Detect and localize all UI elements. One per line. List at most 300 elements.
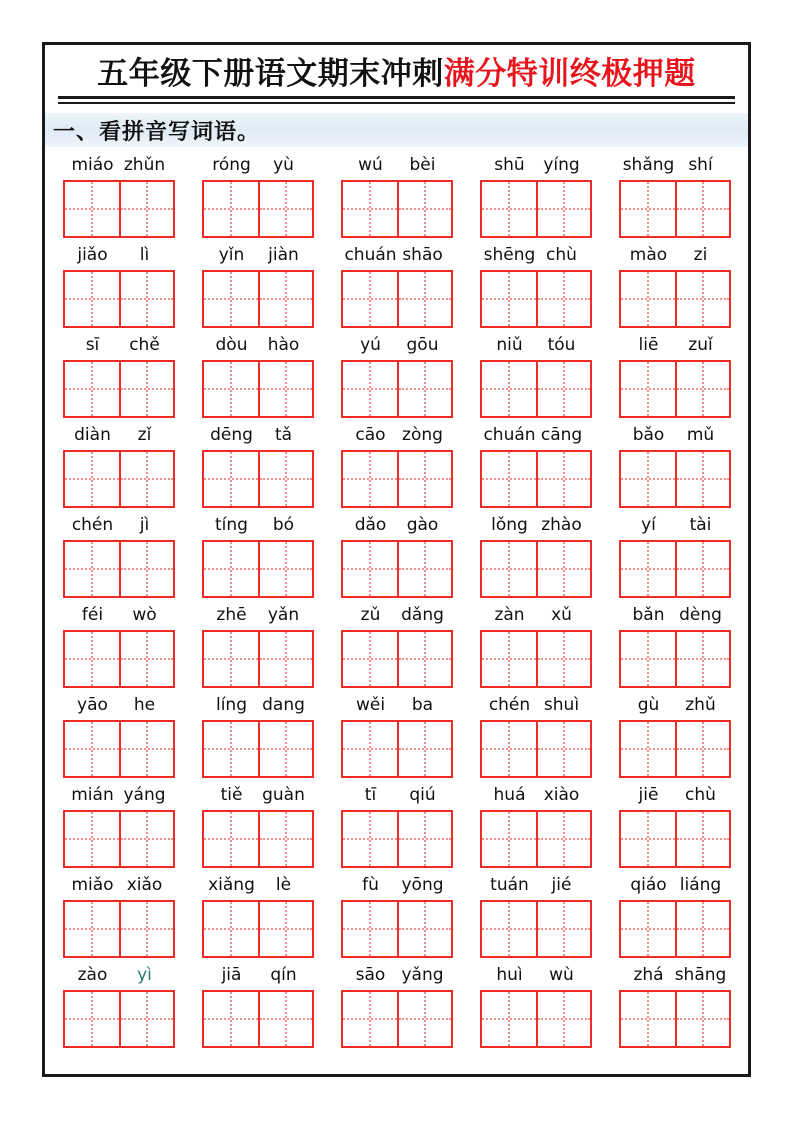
tianzige-cell[interactable] <box>119 722 173 776</box>
pinyin-label <box>616 422 734 450</box>
tianzige-cell[interactable] <box>675 272 729 326</box>
tianzige-box-pair[interactable] <box>63 990 175 1048</box>
tianzige-cell[interactable] <box>258 182 312 236</box>
pinyin-syllable-2: bó <box>272 515 295 535</box>
tianzige-box-pair[interactable] <box>619 720 731 778</box>
tianzige-cell[interactable] <box>204 272 258 326</box>
pinyin-syllable-1: bǎn <box>632 605 665 625</box>
pinyin-syllable-1: cāo <box>355 425 386 445</box>
tianzige-box-pair[interactable] <box>480 540 592 598</box>
pinyin-syllable-1: tuán <box>490 875 529 895</box>
pinyin-syllable-2: xiǎo <box>126 875 163 895</box>
pinyin-syllable-2: zhǔn <box>123 155 166 175</box>
word-cell <box>330 152 464 238</box>
pinyin-syllable-2: guàn <box>262 785 305 805</box>
tianzige-box-pair[interactable] <box>480 720 592 778</box>
pinyin-label <box>338 512 456 540</box>
word-cell <box>191 422 325 508</box>
tianzige-cell[interactable] <box>119 542 173 596</box>
word-cell <box>52 422 186 508</box>
tianzige-cell[interactable] <box>119 992 173 1046</box>
tianzige-cell[interactable] <box>536 542 590 596</box>
tianzige-cell[interactable] <box>482 452 536 506</box>
pinyin-syllable-2: yì <box>137 965 152 985</box>
tianzige-cell[interactable] <box>343 812 397 866</box>
tianzige-cell[interactable] <box>536 182 590 236</box>
tianzige-box-pair[interactable] <box>63 360 175 418</box>
pinyin-syllable-1: tíng <box>215 515 248 535</box>
word-cell <box>608 692 742 778</box>
pinyin-label <box>199 872 317 900</box>
tianzige-cell[interactable] <box>204 542 258 596</box>
pinyin-syllable-1: wú <box>358 155 383 175</box>
pinyin-syllable-1: yāo <box>77 695 108 715</box>
section-header-band <box>45 112 748 148</box>
tianzige-cell[interactable] <box>621 182 675 236</box>
tianzige-box-pair[interactable] <box>202 360 314 418</box>
tianzige-cell[interactable] <box>621 992 675 1046</box>
tianzige-cell[interactable] <box>675 902 729 956</box>
pinyin-syllable-2: qín <box>270 965 297 985</box>
pinyin-syllable-1: chén <box>71 515 114 535</box>
pinyin-label <box>60 782 178 810</box>
tianzige-box-pair[interactable] <box>341 810 453 868</box>
word-cell <box>191 152 325 238</box>
tianzige-cell[interactable] <box>397 722 451 776</box>
tianzige-box-pair[interactable] <box>341 900 453 958</box>
word-cell <box>469 872 603 958</box>
tianzige-cell[interactable] <box>621 632 675 686</box>
tianzige-cell[interactable] <box>397 362 451 416</box>
word-cell <box>330 962 464 1048</box>
tianzige-cell[interactable] <box>204 902 258 956</box>
tianzige-box-pair[interactable] <box>341 720 453 778</box>
tianzige-box-pair[interactable] <box>480 180 592 238</box>
tianzige-cell[interactable] <box>65 452 119 506</box>
tianzige-cell[interactable] <box>536 992 590 1046</box>
word-cell <box>469 332 603 418</box>
pinyin-syllable-2: shí <box>688 155 713 175</box>
tianzige-cell[interactable] <box>621 542 675 596</box>
tianzige-cell[interactable] <box>482 362 536 416</box>
tianzige-box-pair[interactable] <box>619 450 731 508</box>
tianzige-cell[interactable] <box>536 722 590 776</box>
word-cell <box>608 242 742 328</box>
pinyin-label <box>616 332 734 360</box>
grid-row <box>49 782 744 872</box>
worksheet-title <box>57 54 736 104</box>
tianzige-cell[interactable] <box>536 272 590 326</box>
pinyin-syllable-1: fù <box>362 875 379 895</box>
tianzige-cell[interactable] <box>397 992 451 1046</box>
pinyin-syllable-2: zuǐ <box>688 335 713 355</box>
tianzige-box-pair[interactable] <box>480 450 592 508</box>
tianzige-cell[interactable] <box>675 992 729 1046</box>
pinyin-syllable-2: chě <box>129 335 160 355</box>
tianzige-cell[interactable] <box>343 362 397 416</box>
tianzige-cell[interactable] <box>482 722 536 776</box>
pinyin-syllable-2: wò <box>132 605 157 625</box>
tianzige-cell[interactable] <box>204 362 258 416</box>
word-cell <box>330 422 464 508</box>
grid-row <box>49 152 744 242</box>
word-cell <box>191 872 325 958</box>
tianzige-cell[interactable] <box>675 632 729 686</box>
tianzige-box-pair[interactable] <box>202 180 314 238</box>
pinyin-syllable-1: líng <box>215 695 247 715</box>
tianzige-box-pair[interactable] <box>63 810 175 868</box>
tianzige-cell[interactable] <box>397 902 451 956</box>
tianzige-box-pair[interactable] <box>202 720 314 778</box>
pinyin-syllable-2: zǐ <box>137 425 152 445</box>
tianzige-box-pair[interactable] <box>63 450 175 508</box>
pinyin-syllable-1: jiā <box>221 965 242 985</box>
tianzige-cell[interactable] <box>621 272 675 326</box>
tianzige-cell[interactable] <box>675 722 729 776</box>
tianzige-cell[interactable] <box>482 902 536 956</box>
tianzige-cell[interactable] <box>482 992 536 1046</box>
pinyin-syllable-2: ba <box>411 695 434 715</box>
tianzige-cell[interactable] <box>343 992 397 1046</box>
tianzige-cell[interactable] <box>397 182 451 236</box>
tianzige-cell[interactable] <box>65 632 119 686</box>
tianzige-cell[interactable] <box>482 632 536 686</box>
tianzige-cell[interactable] <box>621 452 675 506</box>
tianzige-cell[interactable] <box>119 182 173 236</box>
grid-row <box>49 692 744 782</box>
tianzige-box-pair[interactable] <box>341 270 453 328</box>
tianzige-box-pair[interactable] <box>619 180 731 238</box>
tianzige-box-pair[interactable] <box>619 540 731 598</box>
tianzige-cell[interactable] <box>343 902 397 956</box>
tianzige-cell[interactable] <box>258 452 312 506</box>
pinyin-syllable-2: zòng <box>402 425 443 445</box>
tianzige-box-pair[interactable] <box>63 720 175 778</box>
tianzige-cell[interactable] <box>536 452 590 506</box>
word-cell <box>52 962 186 1048</box>
pinyin-syllable-1: miǎo <box>71 875 114 895</box>
tianzige-box-pair[interactable] <box>480 360 592 418</box>
tianzige-cell[interactable] <box>65 812 119 866</box>
pinyin-syllable-2: yíng <box>543 155 580 175</box>
tianzige-box-pair[interactable] <box>202 270 314 328</box>
pinyin-label <box>60 602 178 630</box>
tianzige-cell[interactable] <box>204 632 258 686</box>
pinyin-label <box>338 602 456 630</box>
pinyin-syllable-2: chù <box>546 245 577 265</box>
tianzige-box-pair[interactable] <box>619 270 731 328</box>
tianzige-cell[interactable] <box>65 542 119 596</box>
tianzige-box-pair[interactable] <box>202 900 314 958</box>
tianzige-cell[interactable] <box>258 812 312 866</box>
tianzige-box-pair[interactable] <box>341 990 453 1048</box>
pinyin-syllable-1: zǔ <box>360 605 381 625</box>
pinyin-syllable-1: dēng <box>210 425 253 445</box>
pinyin-syllable-2: zi <box>693 245 708 265</box>
tianzige-cell[interactable] <box>397 542 451 596</box>
tianzige-box-pair[interactable] <box>63 180 175 238</box>
tianzige-box-pair[interactable] <box>619 360 731 418</box>
tianzige-cell[interactable] <box>204 812 258 866</box>
pinyin-syllable-1: sāo <box>355 965 386 985</box>
pinyin-label <box>477 152 595 180</box>
tianzige-cell[interactable] <box>204 722 258 776</box>
tianzige-cell[interactable] <box>536 902 590 956</box>
tianzige-box-pair[interactable] <box>63 900 175 958</box>
tianzige-cell[interactable] <box>536 632 590 686</box>
tianzige-cell[interactable] <box>397 812 451 866</box>
tianzige-box-pair[interactable] <box>341 450 453 508</box>
pinyin-syllable-1: zàn <box>494 605 525 625</box>
tianzige-cell[interactable] <box>119 272 173 326</box>
tianzige-box-pair[interactable] <box>63 540 175 598</box>
tianzige-box-pair[interactable] <box>63 270 175 328</box>
tianzige-cell[interactable] <box>343 632 397 686</box>
pinyin-syllable-2: qiú <box>409 785 436 805</box>
tianzige-cell[interactable] <box>204 182 258 236</box>
tianzige-box-pair[interactable] <box>619 990 731 1048</box>
pinyin-syllable-1: chuán <box>344 245 397 265</box>
pinyin-syllable-2: zhǔ <box>685 695 716 715</box>
tianzige-cell[interactable] <box>65 902 119 956</box>
pinyin-label <box>616 872 734 900</box>
pinyin-label <box>338 422 456 450</box>
pinyin-syllable-1: zhá <box>633 965 664 985</box>
tianzige-box-pair[interactable] <box>619 630 731 688</box>
pinyin-syllable-2: shuì <box>543 695 580 715</box>
pinyin-syllable-1: qiáo <box>630 875 667 895</box>
tianzige-cell[interactable] <box>204 452 258 506</box>
tianzige-cell[interactable] <box>536 362 590 416</box>
pinyin-label <box>199 692 317 720</box>
tianzige-cell[interactable] <box>119 632 173 686</box>
tianzige-cell[interactable] <box>258 902 312 956</box>
tianzige-cell[interactable] <box>621 722 675 776</box>
pinyin-syllable-2: gōu <box>406 335 439 355</box>
pinyin-label <box>60 242 178 270</box>
pinyin-syllable-2: xǔ <box>551 605 572 625</box>
word-cell <box>52 602 186 688</box>
pinyin-label <box>338 962 456 990</box>
tianzige-cell[interactable] <box>343 272 397 326</box>
pinyin-syllable-1: sī <box>85 335 100 355</box>
tianzige-cell[interactable] <box>258 722 312 776</box>
word-cell <box>52 242 186 328</box>
pinyin-label <box>616 602 734 630</box>
tianzige-box-pair[interactable] <box>480 900 592 958</box>
pinyin-label <box>60 872 178 900</box>
tianzige-cell[interactable] <box>675 542 729 596</box>
tianzige-cell[interactable] <box>258 632 312 686</box>
grid-row <box>49 962 744 1052</box>
tianzige-box-pair[interactable] <box>202 990 314 1048</box>
tianzige-cell[interactable] <box>119 452 173 506</box>
tianzige-cell[interactable] <box>675 452 729 506</box>
tianzige-cell[interactable] <box>536 812 590 866</box>
tianzige-cell[interactable] <box>397 272 451 326</box>
pinyin-label <box>616 152 734 180</box>
pinyin-label <box>338 152 456 180</box>
grid-row <box>49 872 744 962</box>
pinyin-syllable-1: zhē <box>216 605 247 625</box>
tianzige-cell[interactable] <box>119 902 173 956</box>
pinyin-label <box>60 152 178 180</box>
pinyin-syllable-2: shāo <box>402 245 443 265</box>
tianzige-cell[interactable] <box>397 452 451 506</box>
pinyin-syllable-2: dǎng <box>401 605 444 625</box>
worksheet-frame <box>42 42 751 1077</box>
pinyin-syllable-2: gào <box>406 515 439 535</box>
tianzige-cell[interactable] <box>482 812 536 866</box>
word-cell <box>191 692 325 778</box>
pinyin-syllable-1: mián <box>71 785 114 805</box>
tianzige-box-pair[interactable] <box>341 630 453 688</box>
word-cell <box>330 782 464 868</box>
pinyin-syllable-2: yù <box>273 155 294 175</box>
tianzige-box-pair[interactable] <box>202 630 314 688</box>
tianzige-cell[interactable] <box>343 452 397 506</box>
tianzige-cell[interactable] <box>65 182 119 236</box>
pinyin-syllable-2: yōng <box>401 875 444 895</box>
pinyin-syllable-1: zào <box>77 965 108 985</box>
word-cell <box>191 602 325 688</box>
section-heading: 一、看拼音写词语。 <box>53 118 261 145</box>
word-cell <box>608 422 742 508</box>
grid-row <box>49 512 744 602</box>
tianzige-box-pair[interactable] <box>619 900 731 958</box>
pinyin-label <box>60 422 178 450</box>
pinyin-label <box>477 602 595 630</box>
tianzige-cell[interactable] <box>397 632 451 686</box>
tianzige-cell[interactable] <box>204 992 258 1046</box>
tianzige-cell[interactable] <box>65 272 119 326</box>
tianzige-cell[interactable] <box>621 902 675 956</box>
word-cell <box>608 332 742 418</box>
pinyin-syllable-1: dòu <box>215 335 248 355</box>
pinyin-syllable-1: miáo <box>71 155 114 175</box>
pinyin-label <box>477 962 595 990</box>
pinyin-syllable-1: chuán <box>483 425 536 445</box>
pinyin-syllable-1: jiǎo <box>77 245 108 265</box>
pinyin-syllable-1: gù <box>637 695 660 715</box>
pinyin-syllable-2: jiàn <box>268 245 299 265</box>
tianzige-cell[interactable] <box>482 542 536 596</box>
pinyin-syllable-1: mào <box>629 245 668 265</box>
tianzige-cell[interactable] <box>621 812 675 866</box>
tianzige-box-pair[interactable] <box>480 270 592 328</box>
tianzige-box-pair[interactable] <box>341 360 453 418</box>
tianzige-cell[interactable] <box>119 362 173 416</box>
pinyin-label <box>616 242 734 270</box>
tianzige-cell[interactable] <box>343 542 397 596</box>
word-cell <box>52 512 186 598</box>
pinyin-syllable-2: lè <box>275 875 292 895</box>
tianzige-cell[interactable] <box>119 812 173 866</box>
tianzige-box-pair[interactable] <box>341 540 453 598</box>
pinyin-label <box>616 692 734 720</box>
word-cell <box>608 962 742 1048</box>
tianzige-box-pair[interactable] <box>480 990 592 1048</box>
word-cell <box>330 332 464 418</box>
word-cell <box>469 782 603 868</box>
tianzige-cell[interactable] <box>675 812 729 866</box>
tianzige-cell[interactable] <box>258 362 312 416</box>
pinyin-syllable-2: xiào <box>543 785 580 805</box>
tianzige-cell[interactable] <box>258 542 312 596</box>
tianzige-box-pair[interactable] <box>202 450 314 508</box>
word-cell <box>191 962 325 1048</box>
pinyin-syllable-2: dèng <box>679 605 722 625</box>
tianzige-box-pair[interactable] <box>63 630 175 688</box>
pinyin-label <box>477 422 595 450</box>
pinyin-label <box>477 242 595 270</box>
pinyin-syllable-2: mǔ <box>686 425 715 445</box>
pinyin-syllable-1: huá <box>493 785 526 805</box>
pinyin-syllable-2: lì <box>139 245 150 265</box>
tianzige-cell[interactable] <box>675 362 729 416</box>
pinyin-syllable-1: róng <box>212 155 251 175</box>
pinyin-syllable-1: shǎng <box>622 155 675 175</box>
pinyin-label <box>60 962 178 990</box>
pinyin-syllable-2: wù <box>549 965 574 985</box>
tianzige-cell[interactable] <box>675 182 729 236</box>
grid-row <box>49 602 744 692</box>
pinyin-syllable-2: yǎng <box>401 965 444 985</box>
pinyin-syllable-1: dǎo <box>354 515 387 535</box>
pinyin-syllable-1: jiē <box>638 785 659 805</box>
tianzige-cell[interactable] <box>65 362 119 416</box>
tianzige-box-pair[interactable] <box>202 540 314 598</box>
word-cell <box>52 782 186 868</box>
pinyin-label <box>338 242 456 270</box>
tianzige-box-pair[interactable] <box>619 810 731 868</box>
pinyin-syllable-1: huì <box>496 965 523 985</box>
pinyin-syllable-1: wěi <box>355 695 386 715</box>
pinyin-label <box>616 782 734 810</box>
tianzige-cell[interactable] <box>482 182 536 236</box>
pinyin-syllable-2: hào <box>267 335 300 355</box>
pinyin-syllable-2: dang <box>262 695 305 715</box>
pinyin-label <box>477 692 595 720</box>
tianzige-cell[interactable] <box>65 992 119 1046</box>
pinyin-syllable-1: yǐn <box>218 245 245 265</box>
pinyin-syllable-2: tài <box>689 515 712 535</box>
pinyin-label <box>60 512 178 540</box>
word-cell <box>330 692 464 778</box>
word-cell <box>330 242 464 328</box>
pinyin-syllable-1: yí <box>641 515 656 535</box>
tianzige-box-pair[interactable] <box>202 810 314 868</box>
word-cell <box>608 872 742 958</box>
word-cell <box>330 872 464 958</box>
pinyin-syllable-2: jié <box>551 875 572 895</box>
pinyin-syllable-2: tóu <box>547 335 576 355</box>
pinyin-syllable-2: yǎn <box>267 605 300 625</box>
pinyin-syllable-1: niǔ <box>496 335 523 355</box>
tianzige-box-pair[interactable] <box>341 180 453 238</box>
tianzige-cell[interactable] <box>65 722 119 776</box>
tianzige-cell[interactable] <box>621 362 675 416</box>
word-cell <box>330 512 464 598</box>
tianzige-cell[interactable] <box>258 992 312 1046</box>
word-cell <box>608 512 742 598</box>
tianzige-cell[interactable] <box>258 272 312 326</box>
tianzige-cell[interactable] <box>482 272 536 326</box>
tianzige-box-pair[interactable] <box>480 810 592 868</box>
tianzige-box-pair[interactable] <box>480 630 592 688</box>
tianzige-cell[interactable] <box>343 182 397 236</box>
tianzige-cell[interactable] <box>343 722 397 776</box>
